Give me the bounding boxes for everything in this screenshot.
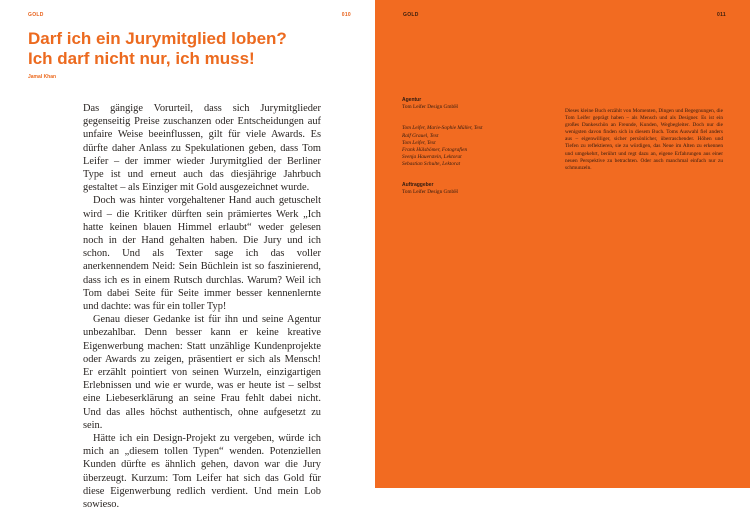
credits-block [402,97,532,196]
page-number: 011 [717,12,726,18]
right-page [375,0,750,488]
body-paragraph: Genau dieser Gedanke ist für ihn und seine Agentur unbezahlbar. Denn besser kann er keine kreative Eigenwerbung machen: Statt unzählige Kundenprojekte oder Awards zu zeigen, präsentiert er sich als Mensch! Er erzählt pointiert von seinen Wurzeln, einzigartigen Erlebnissen und wie er wurde, was er heute ist – selbst eine Liebeserklärung an seine Frau fehlt dabei nicht. Und das alles höchst authentisch, ohne aufgesetzt zu sein. [83,314,321,431]
title-line-2: Ich darf nicht nur, ich muss! [28,49,255,68]
title-line-1: Darf ich ein Jurymitglied loben? [28,29,287,48]
credit-line: Tom Leifer, Text [402,139,436,146]
agency-label: Agentur [402,97,422,103]
project-description: Dieses kleine Buch erzählt von Momenten, Dingen und Begegnungen, die Tom Leifer geprägt haben – als Mensch und als Designer. Es ist ein großes Dankeschön an Freunde, Kunden, Wegbegleiter. Doch nur die wenigsten davon finden sich in diesem Buch. Toms Auswahl fiel anders aus – eigenwilliger, sicher persönlicher, überraschender. Höhen und Tiefen zu reflektieren, sie zu würdigen, das Neue im Alten zu erkennen und umgekehrt, berührt und regt dazu an, eigene Erfahrungen aus einer neuen Perspektive zu betrachten. Oder auch manchmal einfach nur zu schmunzeln. [565,108,723,171]
credit-line: Svenja Hauerstein, Lektorat [402,154,462,161]
article-title [28,29,358,69]
author-name: Jamal Khan [28,74,57,80]
client-label: Auftraggeber [402,181,434,188]
body-paragraph: Das gängige Vorurteil, dass sich Jurymitglieder gegenseitig Preise zuschanzen oder Entscheidungen auf unfaire Weise beeinflussen, gilt für viele Awards. Es dürfte daher Anlass zu Spekulationen geben, dass Tom Leifer – der immer wieder Jurymitglied der Berliner Type ist und erneut auch das diesjährige Jahrbuch gestaltet – als Einziger mit Gold ausgezeichnet wurde. [83,103,321,194]
client-value: Tom Leifer Design GmbH [402,188,458,195]
body-paragraph: Doch was hinter vorgehaltener Hand auch getuschelt wird – die Kritiker dürften sein prämiertes Werk „Ich hatte keinen blauen Himmel erlaubt“ weder gelesen noch in der Hand gehalten haben. Die Jury und ich schon. Und als Texter sage ich das voller anerkennendem Neid: Sein Büchlein ist so faszinierend, dass ich es in einem Rutsch durchlas. Warum? Weil ich Tom dabei Seite für Seite immer besser kennenlernte und dachte: was für ein toller Typ! [83,195,321,313]
body-paragraph: Hätte ich ein Design-Projekt zu vergeben, würde ich mich an „diesem tollen Typen“ wenden. Potenziellen Kunden dürfte es ähnlich gehen, davon war die Jury überzeugt. Kurzum: Tom Leifer hat sich das Gold für diese Eigenwerbung redlich verdient. Und mein Lob sowieso. [83,433,321,511]
article-body [83,102,321,511]
credit-line: Tom Leifer, Marie-Sophie Müller, Text [402,125,483,132]
running-head: GOLD [28,12,44,18]
credit-line: Ralf Grauel, Text [402,132,439,139]
agency-value: Tom Leifer Design GmbH [402,104,458,111]
page-number: 010 [341,12,351,18]
credit-line: Frank Hülsbömer, Fotografien [402,147,468,154]
running-head: GOLD [403,12,419,18]
credit-line: Sebastian Schulte, Lektorat [402,161,461,168]
